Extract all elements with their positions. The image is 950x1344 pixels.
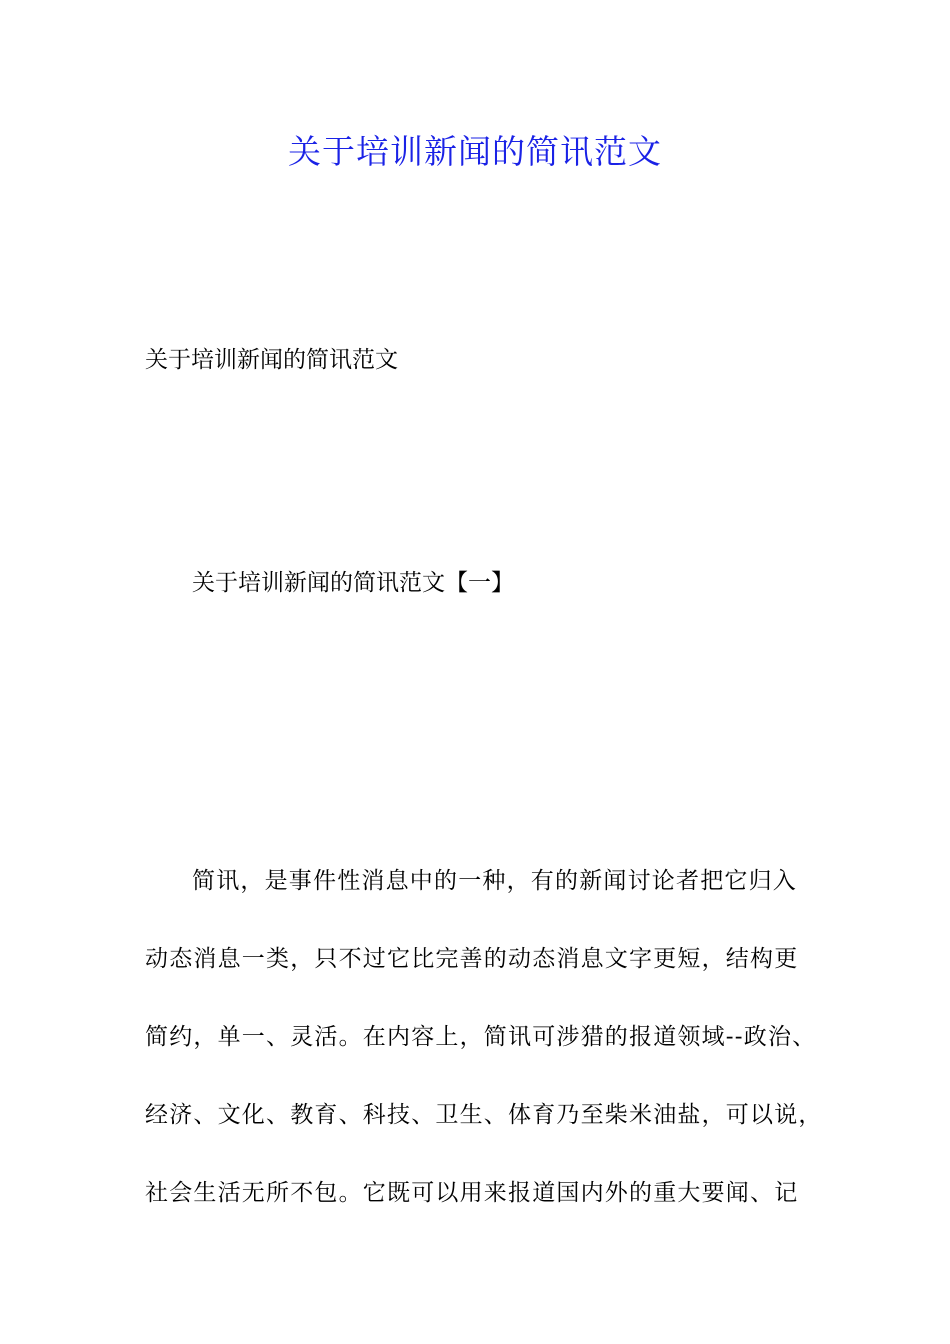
paragraph-line: 简讯，是事件性消息中的一种，有的新闻讨论者把它归入 [192, 868, 797, 894]
paragraph-line: 动态消息一类，只不过它比完善的动态消息文字更短，结构更 [145, 946, 799, 972]
paragraph-body [145, 864, 835, 1254]
paragraph-line: 经济、文化、教育、科技、卫生、体育乃至柴米油盐，可以说， [145, 1102, 823, 1128]
document-title: 关于培训新闻的简讯范文 [288, 132, 662, 171]
document-subtitle: 关于培训新闻的简讯范文 [145, 347, 398, 373]
section-heading: 关于培训新闻的简讯范文【一】 [192, 570, 514, 596]
paragraph-line: 社会生活无所不包。它既可以用来报道国内外的重大要闻、记 [145, 1180, 799, 1206]
paragraph-line: 简约，单一、灵活。在内容上，简讯可涉猎的报道领域--政治、 [145, 1024, 817, 1050]
